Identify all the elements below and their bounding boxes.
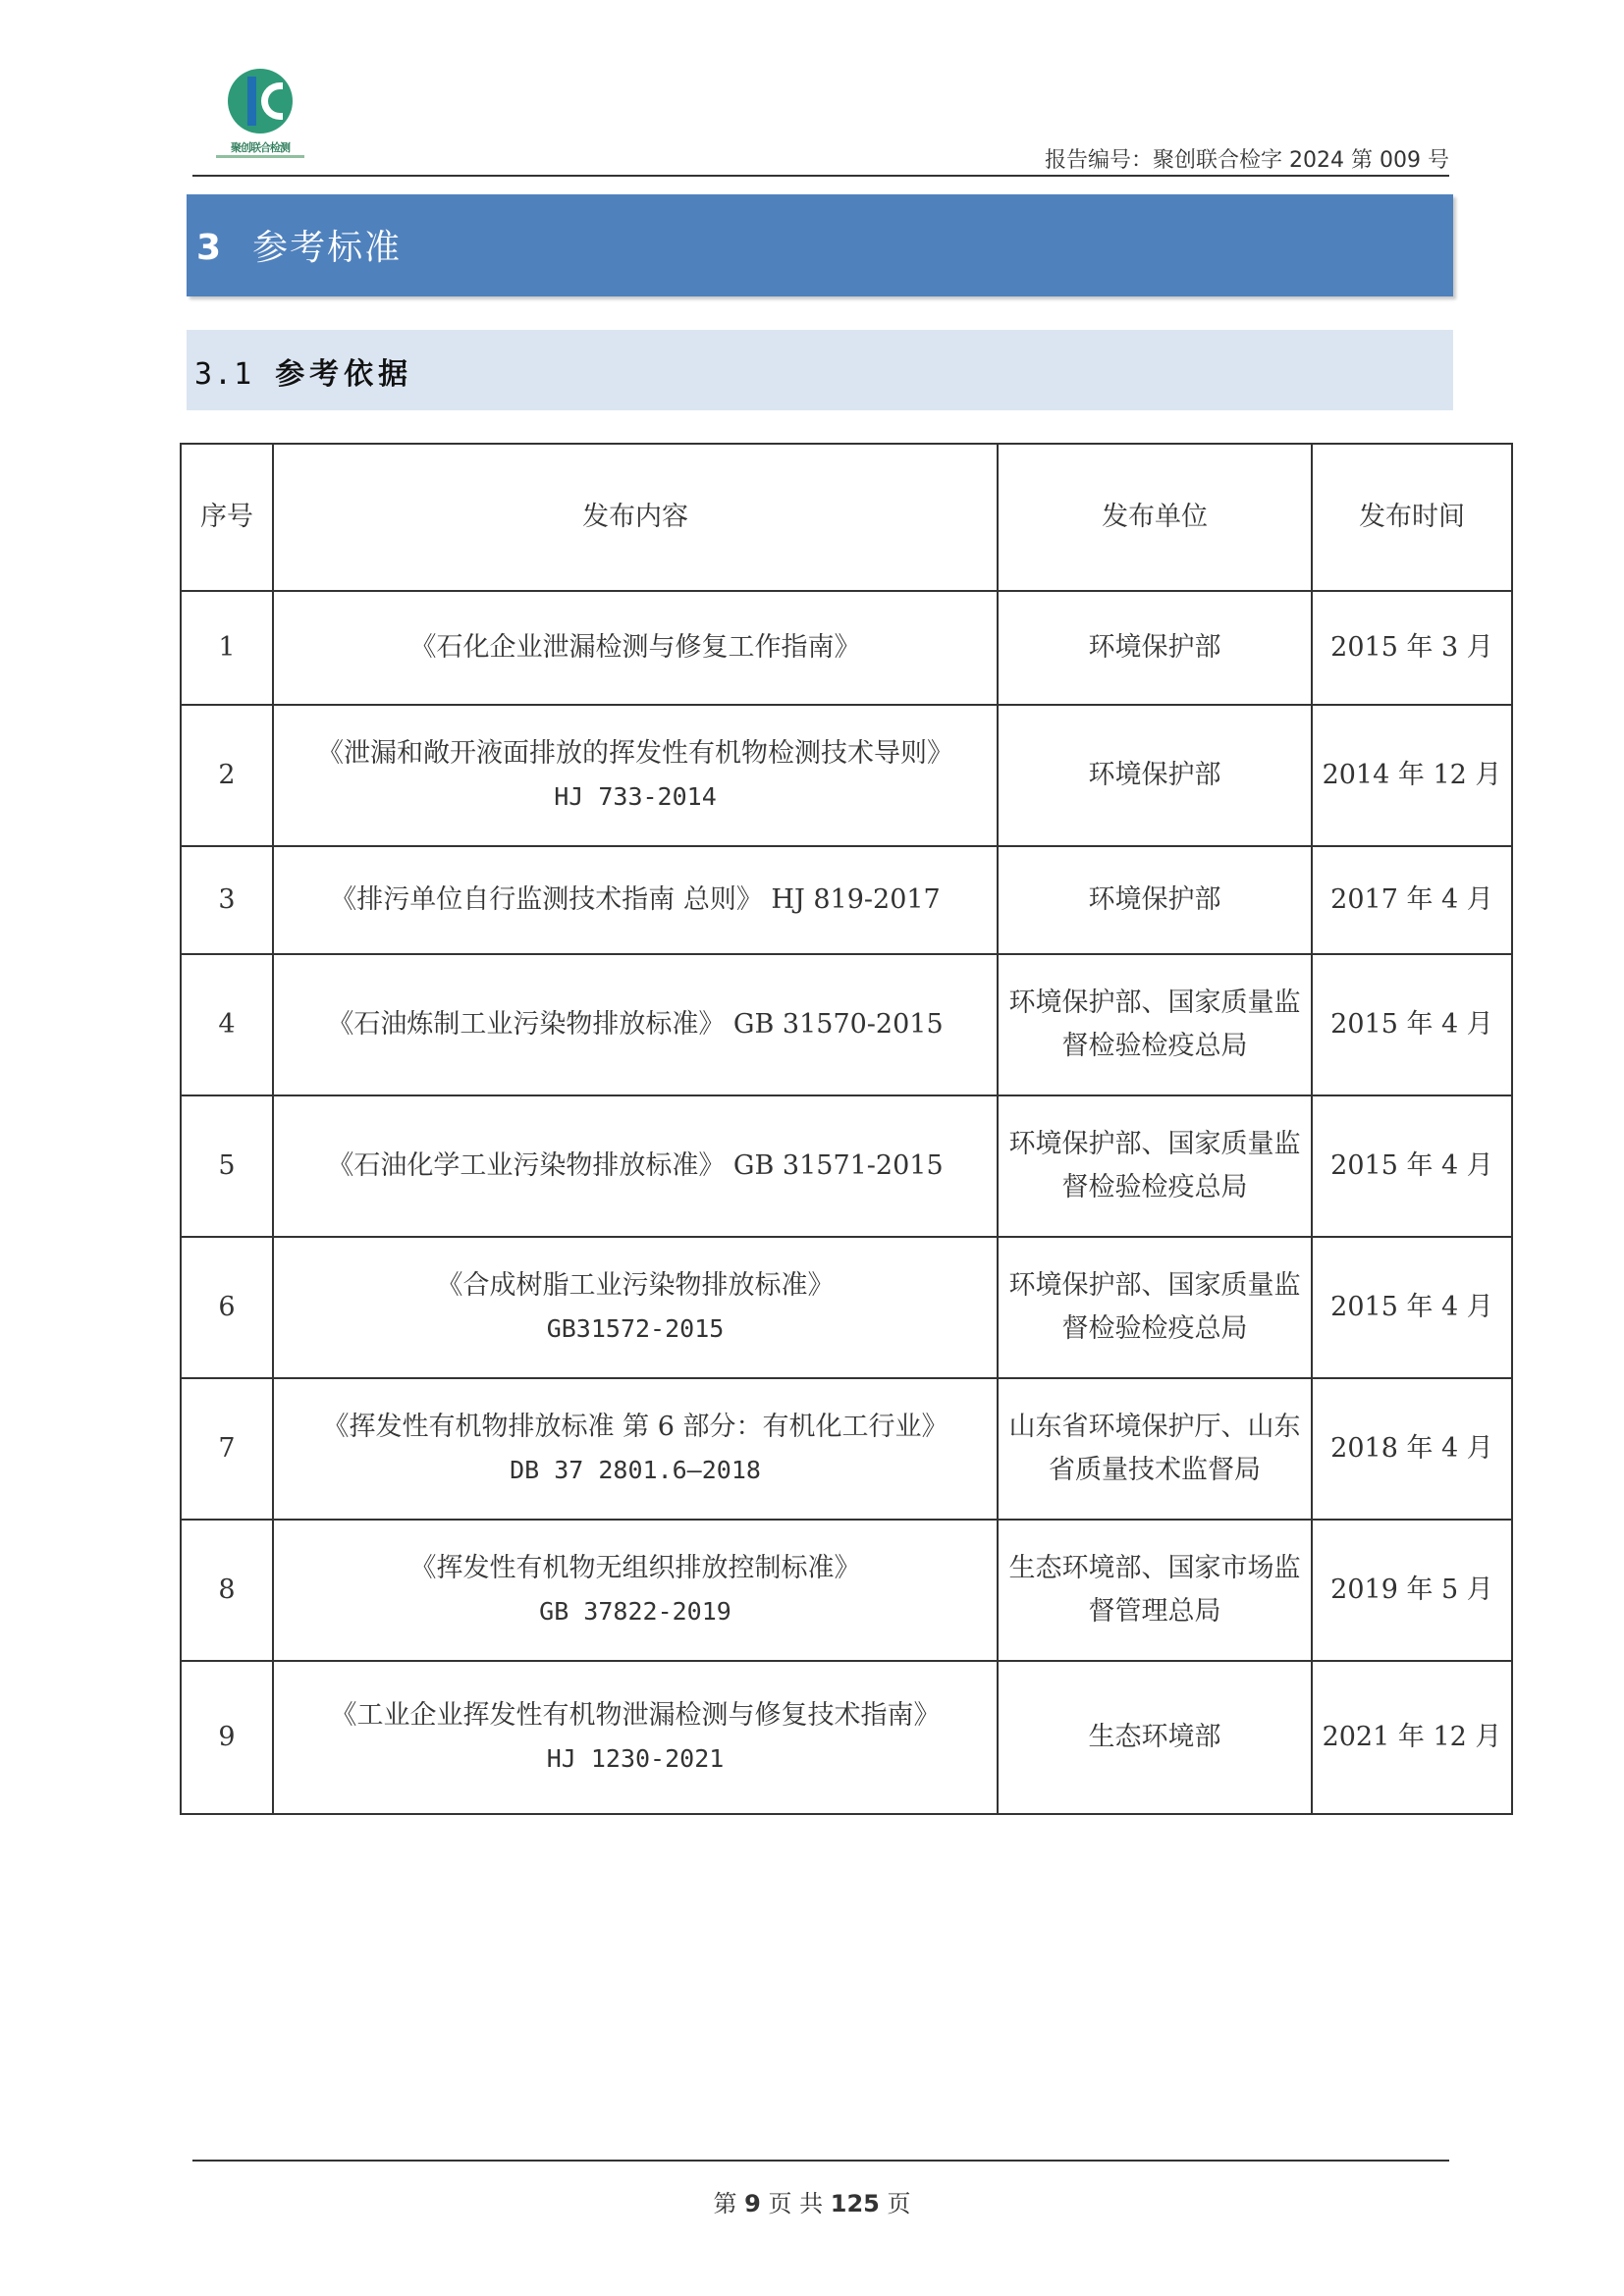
row-content: 《排污单位自行监测技术指南 总则》 HJ 819-2017 xyxy=(273,846,998,954)
logo-text: 聚创联合检测 xyxy=(231,141,290,154)
row-org: 环境保护部 xyxy=(998,591,1312,705)
table-row xyxy=(181,1237,1512,1378)
header-no: 序号 xyxy=(181,444,273,591)
row-content: 《工业企业挥发性有机物泄漏检测与修复技术指南》 HJ 1230-2021 xyxy=(273,1661,998,1814)
row-no: 5 xyxy=(181,1095,273,1237)
table-row xyxy=(181,1520,1512,1661)
table-row xyxy=(181,1378,1512,1520)
section-number: 3 xyxy=(196,228,224,268)
row-content: 《石油化学工业污染物排放标准》 GB 31571-2015 xyxy=(273,1095,998,1237)
footer-divider xyxy=(192,2160,1449,2162)
row-content: 《石化企业泄漏检测与修复工作指南》 xyxy=(273,591,998,705)
logo-mark-icon xyxy=(228,69,293,133)
row-org: 环境保护部、国家质量监督检验检疫总局 xyxy=(998,1095,1312,1237)
current-page: 9 xyxy=(744,2190,761,2217)
row-no: 2 xyxy=(181,705,273,846)
row-content: 《挥发性有机物排放标准 第 6 部分：有机化工行业》 DB 37 2801.6—2018 xyxy=(273,1378,998,1520)
table-row xyxy=(181,705,1512,846)
row-no: 7 xyxy=(181,1378,273,1520)
row-content: 《合成树脂工业污染物排放标准》 GB31572-2015 xyxy=(273,1237,998,1378)
row-date: 2014 年 12 月 xyxy=(1312,705,1512,846)
row-org: 生态环境部、国家市场监督管理总局 xyxy=(998,1520,1312,1661)
row-date: 2015 年 4 月 xyxy=(1312,1095,1512,1237)
row-no: 8 xyxy=(181,1520,273,1661)
table-header-row xyxy=(181,444,1512,591)
row-date: 2015 年 4 月 xyxy=(1312,954,1512,1095)
header-date: 发布时间 xyxy=(1312,444,1512,591)
subsection-title: 参考依据 xyxy=(275,357,413,392)
row-content: 《泄漏和敞开液面排放的挥发性有机物检测技术导则》 HJ 733-2014 xyxy=(273,705,998,846)
subsection-number: 3.1 xyxy=(194,357,254,392)
table-row xyxy=(181,1661,1512,1814)
row-no: 1 xyxy=(181,591,273,705)
row-date: 2015 年 3 月 xyxy=(1312,591,1512,705)
report-number: 报告编号：聚创联合检字 2024 第 009 号 xyxy=(1045,148,1449,173)
company-logo xyxy=(216,69,304,167)
row-org: 环境保护部、国家质量监督检验检疫总局 xyxy=(998,954,1312,1095)
row-code: HJ 1230-2021 xyxy=(546,1744,725,1773)
row-date: 2015 年 4 月 xyxy=(1312,1237,1512,1378)
table-row xyxy=(181,1095,1512,1237)
row-code: HJ 733-2014 xyxy=(554,782,717,811)
row-org: 山东省环境保护厅、山东省质量技术监督局 xyxy=(998,1378,1312,1520)
row-date: 2021 年 12 月 xyxy=(1312,1661,1512,1814)
table-row xyxy=(181,954,1512,1095)
table-row xyxy=(181,591,1512,705)
row-code: DB 37 2801.6—2018 xyxy=(510,1456,761,1484)
row-date: 2017 年 4 月 xyxy=(1312,846,1512,954)
section-title: 参考标准 xyxy=(252,228,403,268)
subsection-heading xyxy=(194,349,412,393)
row-content: 《石油炼制工业污染物排放标准》 GB 31570-2015 xyxy=(273,954,998,1095)
row-date: 2018 年 4 月 xyxy=(1312,1378,1512,1520)
row-org: 生态环境部 xyxy=(998,1661,1312,1814)
row-code: GB 37822-2019 xyxy=(539,1597,731,1626)
row-no: 9 xyxy=(181,1661,273,1814)
table-row xyxy=(181,846,1512,954)
row-no: 6 xyxy=(181,1237,273,1378)
row-code: GB31572-2015 xyxy=(546,1314,725,1343)
header-content: 发布内容 xyxy=(273,444,998,591)
row-no: 4 xyxy=(181,954,273,1095)
row-org: 环境保护部 xyxy=(998,846,1312,954)
row-org: 环境保护部 xyxy=(998,705,1312,846)
header-divider xyxy=(192,175,1449,177)
row-no: 3 xyxy=(181,846,273,954)
row-content: 《挥发性有机物无组织排放控制标准》 GB 37822-2019 xyxy=(273,1520,998,1661)
row-date: 2019 年 5 月 xyxy=(1312,1520,1512,1661)
section-heading xyxy=(196,220,402,270)
header-org: 发布单位 xyxy=(998,444,1312,591)
row-org: 环境保护部、国家质量监督检验检疫总局 xyxy=(998,1237,1312,1378)
total-pages: 125 xyxy=(830,2190,880,2217)
reference-standards-table xyxy=(180,443,1513,1815)
page-number: 第 9 页 共 125 页 xyxy=(713,2190,911,2217)
